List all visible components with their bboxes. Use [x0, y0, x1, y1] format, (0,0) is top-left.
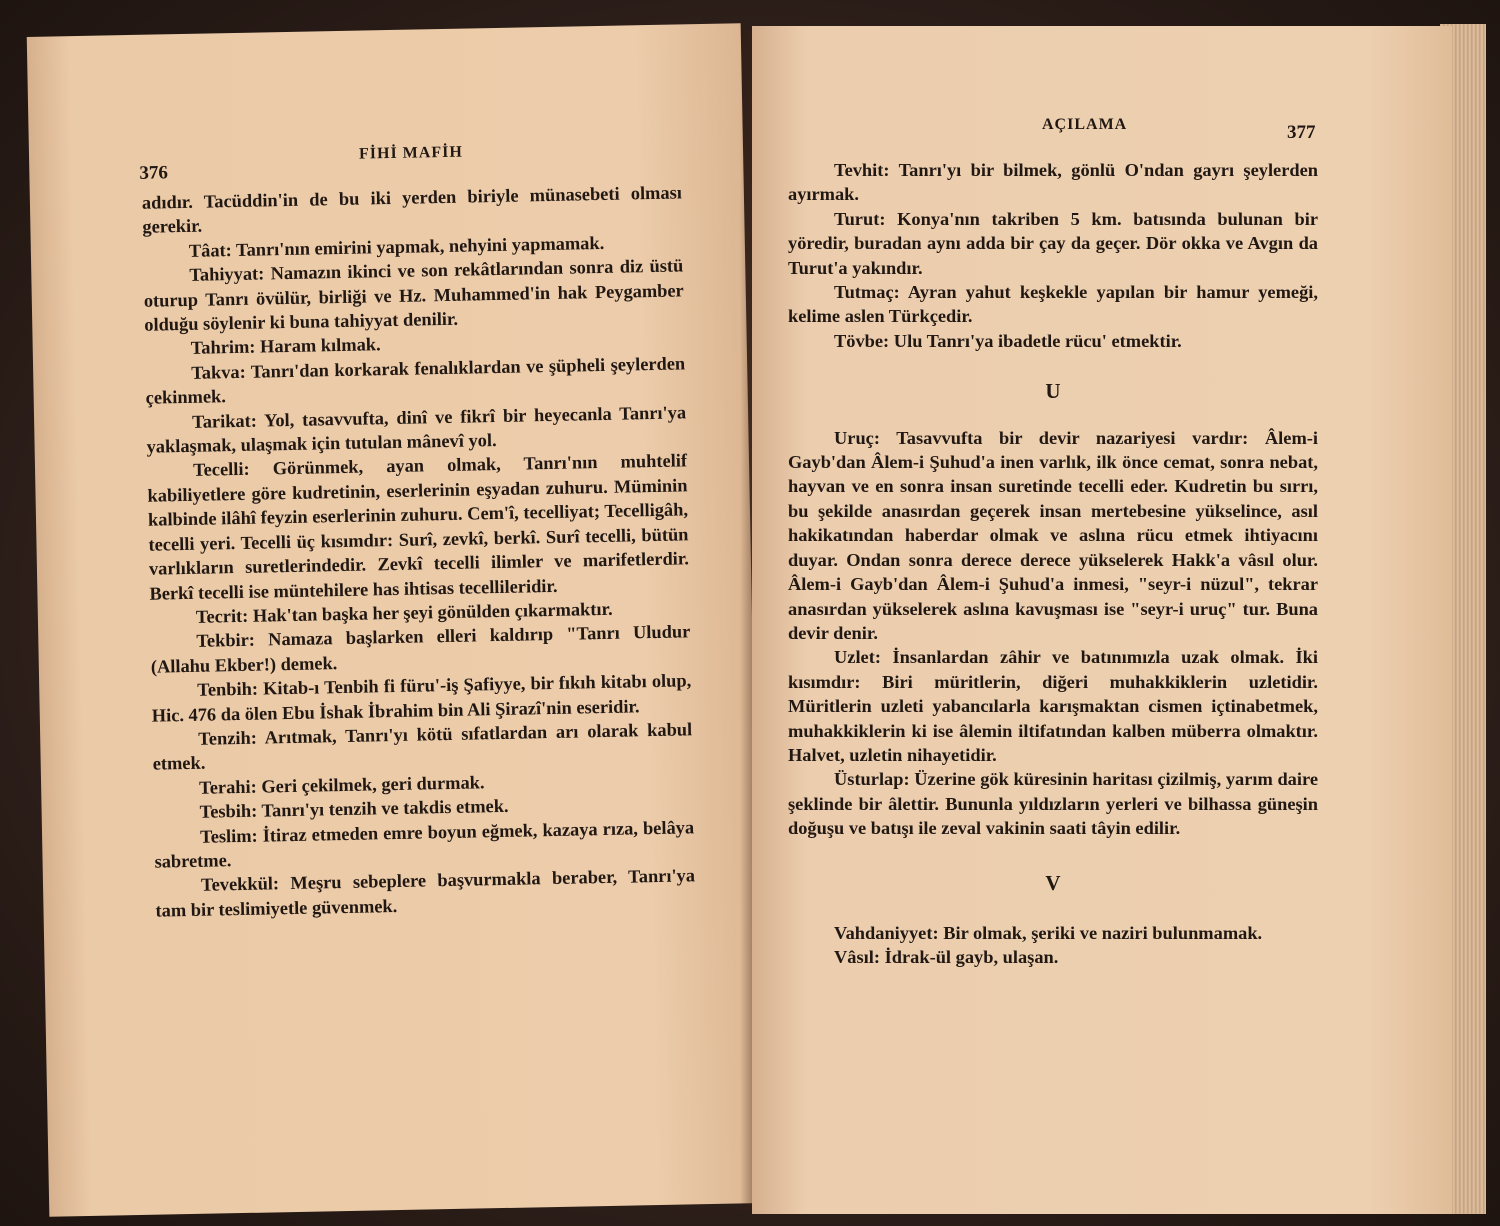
glossary-definition: Tanrı'yı bir bilmek, gönlü O'ndan gayrı şeylerden ayırmak. [788, 160, 1319, 205]
glossary-definition: İnsanlardan zâhir ve batınımızla uzak olmak. İki kısımdır: Biri müritlerin, diğeri muhakkiklerin uzletidir. Müritlerin uzleti yabancılarla karışmaktan cismen içtinabetmek, muhakkiklerin ki ise âlemin iltifatından kalben müberra olmaktır. Halvet, uzletin nihayetidir. [788, 647, 1318, 765]
glossary-entry [788, 329, 1318, 353]
glossary-entry [155, 864, 696, 923]
glossary-definition: Hak'tan başka her şeyi gönülden çıkarmaktır. [252, 598, 613, 626]
page-number-left: 376 [139, 162, 169, 184]
glossary-definition: Namazın ikinci ve son rekâtlarından sonra diz üstü oturup Tanrı övülür, birliği ve Hz. Muhammed'in hak Peygamber olduğu söylenir ki buna tahiyyat denilir. [143, 255, 684, 335]
glossary-definition: Üzerine gök küresinin haritası çizilmiş, yarım daire şeklinde bir âlettir. Bununla yıldızların yerleri ve bilhassa güneşin doğuşu ve batışı ile zeval vakinin saati tâyin edilir. [788, 769, 1318, 839]
glossary-entry [788, 207, 1318, 280]
glossary-definition: Namaza başlarken elleri kaldırıp "Tanrı Uludur (Allahu Ekber!) demek. [150, 621, 691, 677]
glossary-definition: Tasavvufta bir devir nazariyesi vardır: Âlem-i Gayb'dan Âlem-i Şuhud'a inen varlık, ilk önce cemat, sonra nebat, hayvan ve en sonra insan suretinde tecelli eder. Kudretin bu sırrı, bu şekilde anasırdan geçerek insan mertebesine yükselince, asıl hakikatından haberdar olmak ve aslına rücu etmek ihtiyacını duyar. Ondan sonra derece derece yükselerek Hakk'a vâsıl olur. Âlem-i Gayb'dan Âlem-i Şuhud'a inmesi, "seyr-i nüzul", tekrar anasırdan yükselerek aslına kavuşması ise "seyr-i uruç" tur. Buna devir denir. [788, 427, 1319, 643]
glossary-term: Uzlet: [834, 647, 881, 668]
right-entries-v-list [788, 921, 1318, 970]
glossary-entry [147, 449, 690, 606]
glossary-term: Terahi: [198, 776, 257, 798]
right-page [752, 26, 1452, 1214]
glossary-term: Tenzih: [198, 727, 258, 749]
glossary-definition: Kitab-ı Tenbih fi füru'-iş Şafiyye, bir fıkıh kitabı olup, Hic. 476 da ölen Ebu İshak İbrahim bin Ali Şirazî'nin eseridir. [151, 670, 692, 726]
glossary-definition: Yol, tasavvufta, dinî ve fikrî bir heyecanla Tanrı'ya yaklaşmak, ulaşmak için tutulan mânevî yol. [146, 402, 687, 457]
glossary-entry [143, 254, 684, 338]
glossary-definition: Bir olmak, şeriki ve naziri bulunmamak. [943, 922, 1263, 943]
glossary-term: Turut: [834, 208, 886, 229]
glossary-definition: Tanrı'nın emirini yapmak, nehyini yapmamak. [235, 232, 605, 260]
glossary-definition: Meşru sebeplere başvurmakla beraber, Tanrı'ya tam bir teslimiyetle güvenmek. [155, 865, 696, 921]
glossary-definition: Konya'nın takriben 5 km. batısında bulunan bir yöredir, buradan aynı adda bir çay da geçer. Dör okka ve Avgın da Turut'a yakındır. [788, 208, 1318, 278]
right-entries-u-list [788, 426, 1318, 841]
glossary-term: Üsturlap: [834, 769, 910, 790]
glossary-definition: Geri çekilmek, geri durmak. [261, 772, 485, 797]
glossary-term: Tekbir: [196, 630, 256, 652]
glossary-term: Tutmaç: [834, 282, 900, 303]
glossary-definition: Arıtmak, Tanrı'yı kötü sıfatlardan arı olarak kabul etmek. [152, 719, 693, 775]
running-head-right: AÇILAMA [1042, 116, 1128, 133]
glossary-entry [788, 158, 1318, 207]
glossary-definition: İtiraz etmeden emre boyun eğmek, kazaya rıza, belâya sabretme. [154, 816, 695, 872]
glossary-entry [788, 280, 1318, 329]
glossary-term: Tevhit: [834, 160, 890, 180]
glossary-definition: İdrak-ül gayb, ulaşan. [884, 947, 1059, 968]
glossary-definition: Ayran yahut keşkekle yapılan bir hamur yemeği, kelime aslen Türkçedir. [788, 282, 1318, 327]
glossary-term: Tövbe: [834, 330, 890, 351]
glossary-term: Tarikat: [191, 410, 258, 432]
glossary-definition: Haram kılmak. [259, 334, 381, 357]
glossary-entry [788, 767, 1318, 840]
glossary-term: Tecrit: [195, 605, 249, 627]
glossary-entry [788, 645, 1318, 767]
glossary-term: Tahrim: [190, 337, 256, 359]
glossary-definition: Tanrı'dan korkarak fenalıklardan ve şüpheli şeylerden çekinmek. [145, 353, 686, 408]
glossary-term: Vahdaniyyet: [834, 922, 939, 943]
running-head-left: FİHİ MAFİH [358, 143, 463, 163]
glossary-term: Tahiyyat: [189, 263, 265, 286]
glossary-term: Tevekkül: [200, 873, 280, 896]
glossary-entry [788, 921, 1318, 945]
glossary-entry [788, 945, 1318, 969]
glossary-term: Tesbih: [199, 800, 258, 822]
glossary-term: Takva: [191, 361, 246, 383]
glossary-term: Uruç: [834, 427, 880, 448]
section-letter-u: U [1045, 379, 1061, 404]
glossary-definition: Tanrı'yı tenzih ve takdis etmek. [261, 796, 509, 821]
glossary-definition: Görünmek, ayan olmak, Tanrı'nın muhtelif kabiliyetlere göre kudretinin, eserlerinin eşyadan zuhuru. Müminin kalbinde ilâhî feyzin eserlerinin zuhuru. Cem'î, tecelliyat; Tecelligâh, tecelli yeri. Tecelli üç kısımdır: Surî, zevkî, berkî. Surî tecelli, bütün varlıkların suretlerindedir. Zevkî tecelli ilimler ve marifetlerdir. Berkî tecelli ise müntehilere has ihtisas tecellileridir. [147, 450, 690, 604]
continuation-text: adıdır. Tacüddin'in de bu iki yerden biriyle münasebeti olması gerekir. [141, 182, 683, 238]
left-text-block [142, 180, 696, 922]
section-letter-v: V [1045, 870, 1061, 895]
glossary-term: Tenbih: [197, 678, 259, 700]
right-entries-t-list [788, 158, 1318, 353]
glossary-term: Tâat: [188, 239, 232, 261]
glossary-definition: Ulu Tanrı'ya ibadetle rücu' etmektir. [893, 330, 1182, 351]
glossary-entry [788, 426, 1318, 646]
glossary-term: Vâsıl: [834, 947, 880, 968]
glossary-term: Tecelli: [192, 459, 250, 481]
left-entries-list [143, 229, 696, 923]
left-page [27, 23, 764, 1216]
glossary-term: Teslim: [199, 825, 258, 847]
page-number-right: 377 [1287, 122, 1316, 143]
right-text-block [788, 158, 1318, 970]
